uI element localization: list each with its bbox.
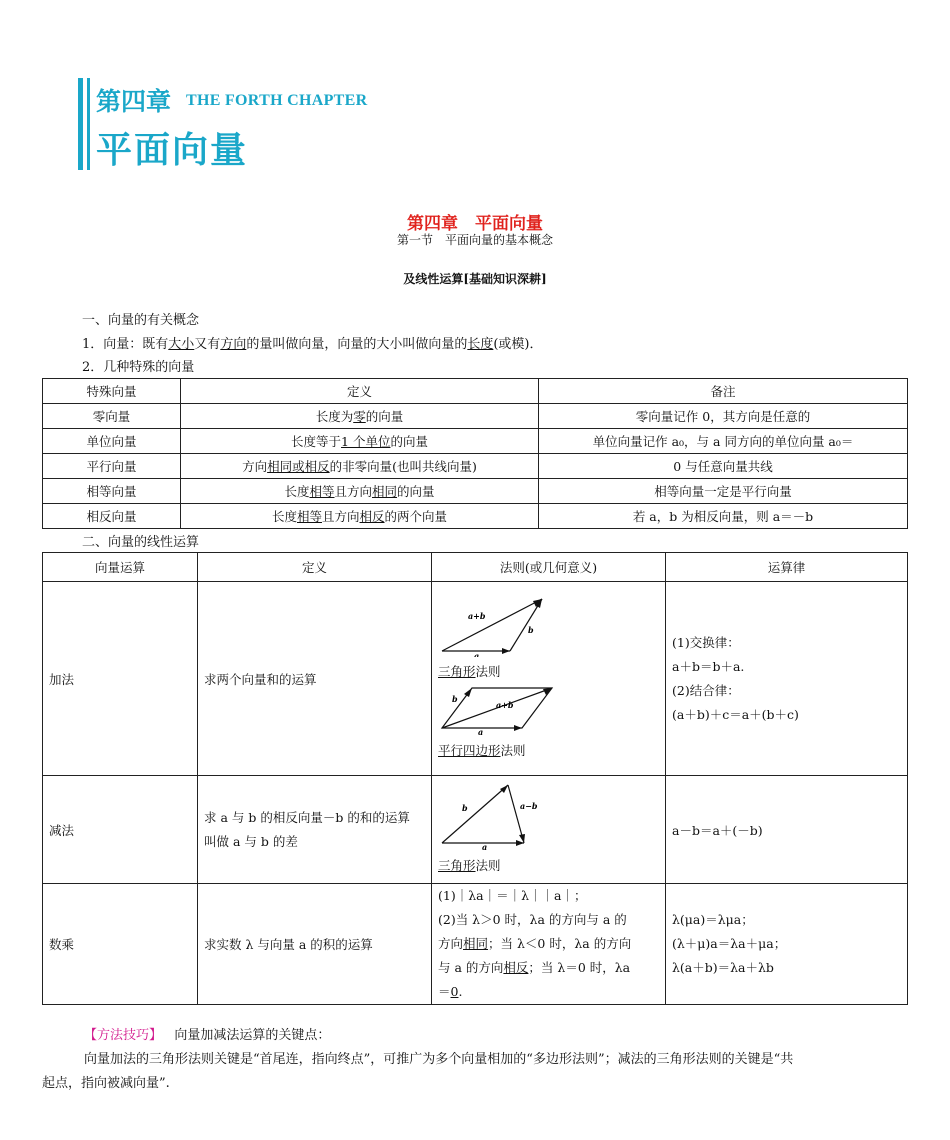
- op-law: [432, 582, 666, 776]
- col-header: 运算律: [666, 553, 908, 582]
- col-header: 法则(或几何意义): [432, 553, 666, 582]
- table-row-addition: [43, 582, 908, 776]
- op-def: 求实数 λ 与向量 a 的积的运算: [198, 884, 432, 1005]
- law-caption: [438, 739, 659, 763]
- law-line: (1)｜λa｜＝｜λ｜｜a｜；: [438, 888, 587, 903]
- label-a-plus-b: a+b: [468, 610, 486, 621]
- text: 的向量: [365, 409, 404, 424]
- law-caption: [438, 854, 659, 878]
- rule-line: (a＋b)＋c＝a＋(b＋c): [672, 706, 799, 722]
- page-title: 第四章 平面向量: [407, 214, 543, 234]
- table-row: [43, 429, 908, 454]
- parallelogram-rule-diagram: [438, 684, 558, 736]
- table-row: [43, 454, 908, 479]
- text: 的向量: [390, 434, 428, 449]
- rule-line: λ(μa)＝λμa；: [672, 912, 754, 927]
- rule-line: (λ＋μ)a＝λa＋μa；: [672, 936, 787, 951]
- text: ；当 λ＝0 时，λa: [528, 960, 631, 975]
- text: ；当 λ＜0 时，λa 的方向: [488, 936, 632, 951]
- fill-blank: 相等: [309, 484, 335, 499]
- text: 的向量: [397, 484, 435, 499]
- vector-b: [442, 785, 508, 843]
- tip-line: 起点，指向被减向量”.: [42, 1076, 170, 1091]
- label-a: a: [482, 842, 488, 851]
- fill-blank: 三角形: [438, 663, 476, 679]
- row-def: [181, 454, 539, 479]
- def-line: 求 a 与 b 的相反向量－b 的和的运算: [204, 809, 410, 825]
- op-rules: [666, 582, 908, 776]
- banner-title: 平面向量: [96, 130, 249, 171]
- text: 法则: [475, 858, 501, 873]
- law-line: [438, 932, 659, 956]
- vector-a-minus-b: [508, 785, 524, 843]
- text: .: [458, 984, 463, 999]
- vector-a-plus-b: [442, 599, 542, 651]
- row-note: 零向量记作 0，其方向是任意的: [539, 404, 908, 429]
- row-note: 单位向量记作 a₀，与 a 同方向的单位向量 a₀＝: [539, 429, 908, 454]
- tip-line: 向量加法的三角形法则关键是“首尾连，指向终点”，可推广为多个向量相加的“多边形法则”；减法的三角形法则的关键是“共: [84, 1052, 794, 1067]
- row-def: [181, 404, 539, 429]
- op-name: 加法: [43, 582, 198, 776]
- banner-bar-thin: [87, 78, 90, 170]
- fill-blank: 相同或相反: [267, 459, 330, 474]
- label-b: b: [528, 624, 534, 635]
- label-b: b: [452, 693, 458, 704]
- text: 长度等于: [291, 434, 342, 449]
- row-name: 相等向量: [43, 479, 181, 504]
- op-rules: a－b＝a＋(－b): [666, 776, 908, 884]
- text: 法则: [500, 742, 526, 758]
- col-header: 特殊向量: [43, 379, 181, 404]
- fill-blank: 大小: [168, 337, 195, 352]
- op-law: [432, 776, 666, 884]
- tip-heading-line: [42, 1024, 908, 1048]
- row-name: 平行向量: [43, 454, 181, 479]
- op-name: 数乘: [43, 884, 198, 1005]
- row-note: 相等向量一定是平行向量: [539, 479, 908, 504]
- fill-blank: 相反: [359, 509, 385, 524]
- col-header: 向量运算: [43, 553, 198, 582]
- fill-blank: 方向: [220, 337, 247, 352]
- text: ＝: [438, 984, 451, 999]
- op-name: 减法: [43, 776, 198, 884]
- tip-tag: 【方法技巧】: [84, 1028, 163, 1043]
- text: 法则: [475, 663, 501, 679]
- fill-blank: 平行四边形: [438, 742, 501, 758]
- label-a-plus-b: a+b: [496, 699, 514, 710]
- fill-blank: 相同: [463, 936, 489, 951]
- banner-bar: [78, 78, 83, 170]
- row-name: 单位向量: [43, 429, 181, 454]
- law-line: [438, 956, 659, 980]
- table-row: [43, 479, 908, 504]
- op-law: [432, 884, 666, 1005]
- op-def: 求两个向量和的运算: [198, 582, 432, 776]
- row-def: [181, 504, 539, 529]
- table-header-row: [43, 553, 908, 582]
- subtraction-triangle-diagram: [438, 781, 548, 851]
- text: 与 a 的方向: [438, 960, 504, 975]
- fill-blank: 长度: [467, 337, 494, 352]
- text: 且方向: [334, 484, 372, 499]
- row-def: [181, 479, 539, 504]
- definition-line: [82, 333, 543, 352]
- table-header-row: [43, 379, 908, 404]
- text: (或模)．: [493, 337, 543, 352]
- arrow-head: [502, 648, 510, 654]
- label-a-minus-b: a−b: [520, 801, 538, 811]
- banner-english: THE FORTH CHAPTER: [186, 92, 368, 109]
- def-line: 叫做 a 与 b 的差: [204, 833, 298, 849]
- col-header: 备注: [539, 379, 908, 404]
- tip-heading: 向量加减法运算的关键点：: [174, 1028, 331, 1043]
- text: 的两个向量: [384, 509, 448, 524]
- op-def: [198, 776, 432, 884]
- fill-blank: 相反: [503, 960, 529, 975]
- col-header: 定义: [198, 553, 432, 582]
- table-row: [43, 404, 908, 429]
- label-a: a: [474, 650, 480, 657]
- banner-chapter: 第四章: [96, 87, 172, 116]
- row-name: 零向量: [43, 404, 181, 429]
- linear-operations-table: [42, 552, 908, 1005]
- text: 方向: [438, 936, 464, 951]
- rule-line: (2)结合律：: [672, 682, 740, 698]
- method-tip: [42, 1024, 908, 1096]
- section2-heading: 二、向量的线性运算: [82, 535, 200, 550]
- arrow-head: [514, 725, 522, 731]
- fill-blank: 相同: [372, 484, 398, 499]
- text: 且方向: [321, 509, 360, 524]
- fill-blank: 0: [450, 984, 459, 999]
- arrow-head: [500, 785, 508, 793]
- special-vectors-table: [42, 378, 908, 529]
- triangle-rule-diagram: [438, 595, 558, 657]
- item2-heading: 2．几种特殊的向量: [82, 360, 195, 375]
- section-subtitle-2: 及线性运算[基础知识深耕]: [403, 272, 547, 286]
- law-caption: [438, 660, 659, 684]
- op-rules: [666, 884, 908, 1005]
- text: 方向: [242, 459, 268, 474]
- label-b: b: [462, 803, 468, 813]
- law-line: (2)当 λ＞0 时，λa 的方向与 a 的: [438, 912, 627, 927]
- rule-line: (1)交换律：: [672, 634, 740, 650]
- table-row-subtraction: [43, 776, 908, 884]
- row-name: 相反向量: [43, 504, 181, 529]
- row-def: [181, 429, 539, 454]
- fill-blank: 1 个单位: [341, 434, 391, 449]
- table-row: [43, 504, 908, 529]
- fill-blank: 相等: [296, 509, 322, 524]
- rule-line: a＋b＝b＋a.: [672, 658, 745, 674]
- label-a: a: [478, 726, 484, 736]
- text: 长度: [284, 484, 310, 499]
- section1-heading: 一、向量的有关概念: [82, 313, 200, 328]
- fill-blank: 三角形: [438, 858, 476, 873]
- arrow-head: [464, 688, 472, 697]
- text: 又有: [194, 337, 221, 352]
- table-row-scalar: [43, 884, 908, 1005]
- text: 的量叫做向量，向量的大小叫做向量的: [246, 337, 468, 352]
- fill-blank: 零: [353, 409, 366, 424]
- rule-line: λ(a＋b)＝λa＋λb: [672, 960, 774, 975]
- text: 长度: [271, 509, 297, 524]
- row-note: 0 与任意向量共线: [539, 454, 908, 479]
- text: 长度为: [315, 409, 354, 424]
- row-note: 若 a，b 为相反向量，则 a＝－b: [539, 504, 908, 529]
- text: 1．向量：既有: [82, 337, 169, 352]
- text: 的非零向量(也叫共线向量): [329, 459, 477, 474]
- section-subtitle: 第一节 平面向量的基本概念: [396, 233, 553, 247]
- law-line: [438, 980, 659, 1004]
- col-header: 定义: [181, 379, 539, 404]
